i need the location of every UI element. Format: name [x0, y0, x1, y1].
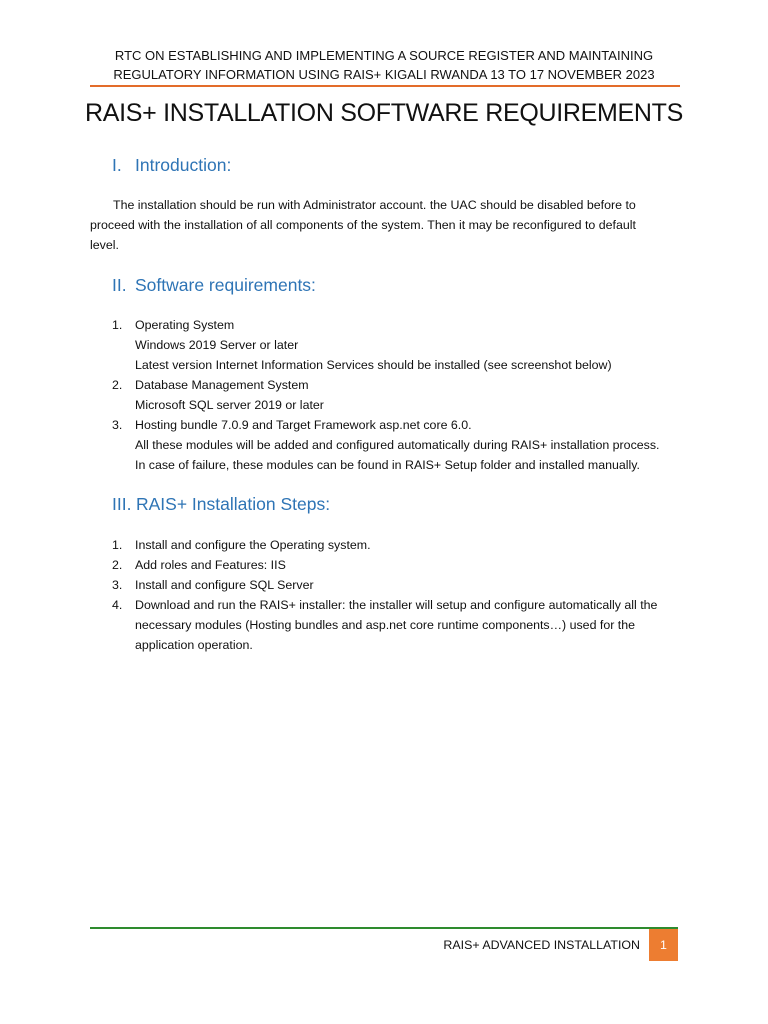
list-item [90, 375, 690, 415]
software-requirements-list [90, 315, 690, 475]
list-item-line: Download and run the RAIS+ installer: the installer will setup and configure automatically all the [135, 598, 658, 612]
paragraph-line: proceed with the installation of all components of the system. Then it may be reconfigured to default [90, 218, 636, 232]
footer-divider [90, 927, 678, 929]
section-title: Introduction: [135, 155, 232, 175]
page-number-badge [649, 929, 678, 961]
list-item-line: Operating System [135, 318, 235, 332]
section-heading-software-requirements [112, 273, 316, 297]
section-title: RAIS+ Installation Steps: [136, 494, 331, 514]
section-number: III. [112, 494, 132, 514]
list-item [90, 555, 690, 575]
list-item-number: 3. [112, 418, 123, 432]
list-item [90, 535, 690, 555]
running-footer: RAIS+ ADVANCED INSTALLATION [443, 938, 640, 952]
list-item-number: 1. [112, 538, 123, 552]
list-item-line: Database Management System [135, 378, 309, 392]
list-item-line: Install and configure the Operating system. [135, 538, 371, 552]
list-item-line: Add roles and Features: IIS [135, 558, 286, 572]
list-item [90, 595, 690, 655]
section-number: I. [112, 155, 122, 175]
header-divider [90, 85, 680, 87]
list-item-line: necessary modules (Hosting bundles and asp.net core runtime components…) used for the [135, 618, 636, 632]
list-item-line: Microsoft SQL server 2019 or later [135, 398, 324, 412]
paragraph-line: The installation should be run with Administrator account. the UAC should be disabled before to [113, 198, 636, 212]
list-item-line: All these modules will be added and configured automatically during RAIS+ installation process. [135, 438, 660, 452]
list-item [90, 315, 690, 375]
list-item-number: 3. [112, 578, 123, 592]
paragraph-line: level. [90, 238, 119, 252]
list-item-line: Hosting bundle 7.0.9 and Target Framework asp.net core 6.0. [135, 418, 472, 432]
list-item-line: Windows 2019 Server or later [135, 338, 299, 352]
section-number: II. [112, 275, 127, 295]
list-item-number: 1. [112, 318, 123, 332]
list-item-line: application operation. [135, 638, 253, 652]
list-item-line: In case of failure, these modules can be found in RAIS+ Setup folder and installed manually. [135, 458, 640, 472]
header-line-1: RTC ON ESTABLISHING AND IMPLEMENTING A SOURCE REGISTER AND MAINTAINING [114, 48, 654, 63]
list-item [90, 575, 690, 595]
installation-steps-list [90, 535, 690, 655]
section-heading-installation-steps [112, 492, 330, 516]
list-item-number: 4. [112, 598, 123, 612]
page-number: 1 [660, 938, 667, 952]
running-header [90, 46, 678, 84]
section-title: Software requirements: [135, 275, 316, 295]
list-item [90, 415, 690, 475]
list-item-line: Latest version Internet Information Services should be installed (see screenshot below) [135, 358, 612, 372]
section-heading-introduction [112, 153, 231, 177]
list-item-number: 2. [112, 558, 123, 572]
list-item-number: 2. [112, 378, 123, 392]
list-item-line: Install and configure SQL Server [135, 578, 314, 592]
page-title: RAIS+ INSTALLATION SOFTWARE REQUIREMENTS [84, 99, 684, 127]
introduction-paragraph [90, 195, 670, 255]
header-line-2: REGULATORY INFORMATION USING RAIS+ KIGALI RWANDA 13 TO 17 NOVEMBER 2023 [113, 67, 655, 82]
